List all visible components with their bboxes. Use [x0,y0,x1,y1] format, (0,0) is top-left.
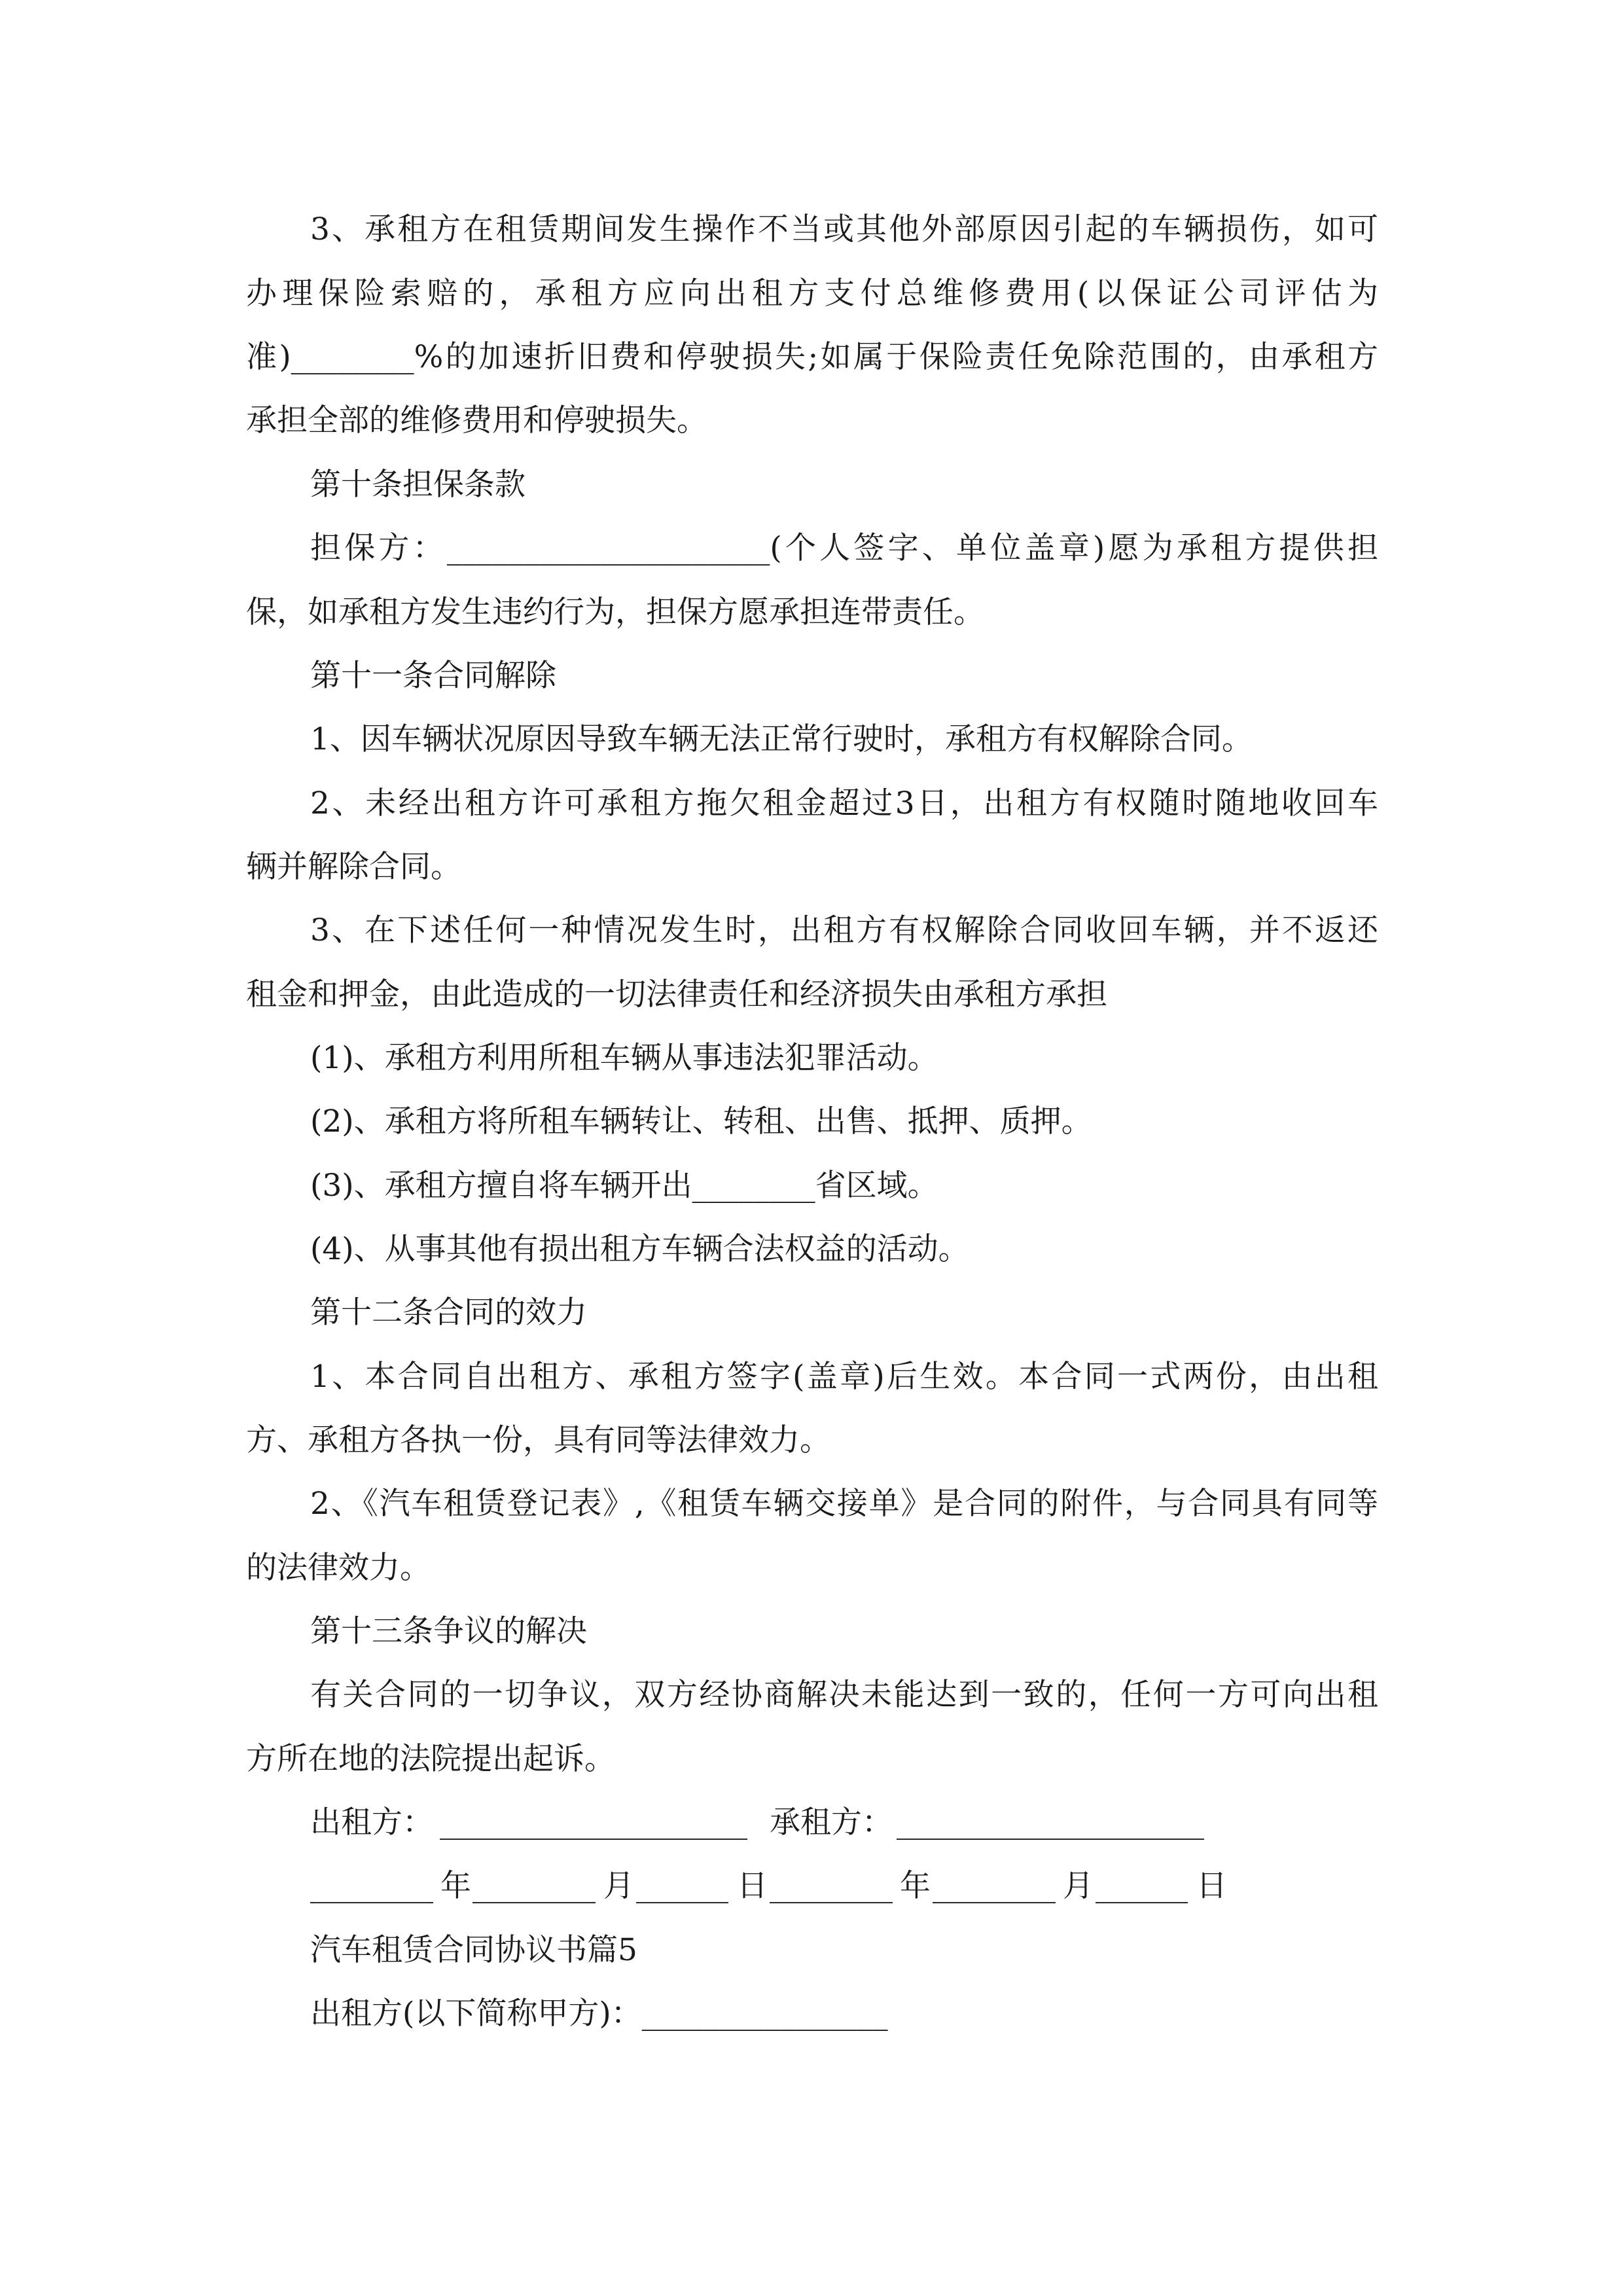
date-blank: ______ [636,1868,728,1904]
signature-row [0,1791,1623,1855]
date-unit: 年 [440,1868,471,1904]
date-unit: 月 [1063,1868,1094,1904]
text-line: 出租方(以下简称甲方)：________________ [310,1996,888,2032]
text-line: 3、承租方在租赁期间发生操作不当或其他外部原因引起的车辆损伤，如可 [310,211,1378,247]
text-line: 3、在下述任何一种情况发生时，出租方有权解除合同收回车辆，并不返还 [310,912,1378,948]
text-line: 的法律效力。 [246,1550,431,1586]
section-title: 汽车租赁合同协议书篇5 [310,1932,637,1968]
text-line: 2、未经出租方许可承租方拖欠租金超过3日，出租方有权随时随地收回车 [310,785,1378,821]
text-line: 1、因车辆状况原因导致车辆无法正常行驶时，承租方有权解除合同。 [310,721,1253,757]
text-line: 承担全部的维修费用和停驶损失。 [246,403,707,439]
text-line: 2、《汽车租赁登记表》,《租赁车辆交接单》是合同的附件，与合同具有同等 [310,1486,1378,1522]
date-blank: ________ [770,1868,893,1904]
date-unit: 日 [737,1868,768,1904]
text-line: 担保方：_____________________(个人签字、单位盖章)愿为承租方提供担 [310,530,1378,566]
article-heading: 第十条担保条款 [310,467,526,503]
text-line: 方所在地的法院提出起诉。 [246,1741,615,1777]
date-unit: 月 [603,1868,634,1904]
lessor-signature-blank: ____________________ [440,1804,747,1840]
text-line: 方、承租方各执一份，具有同等法律效力。 [246,1422,830,1458]
lessee-signature-blank: ____________________ [897,1804,1204,1840]
date-blank: ________ [473,1868,596,1904]
list-item: (1)、承租方利用所租车辆从事违法犯罪活动。 [310,1040,938,1076]
text-line: 辆并解除合同。 [246,849,461,885]
lessee-label: 承租方： [770,1804,893,1840]
date-row [0,1854,1623,1918]
text-line: 租金和押金，由此造成的一切法律责任和经济损失由承租方承担 [246,977,1107,1013]
date-unit: 日 [1196,1868,1227,1904]
text-line: 1、本合同自出租方、承租方签字(盖章)后生效。本合同一式两份，由出租 [310,1359,1378,1395]
date-blank: ________ [933,1868,1056,1904]
text-line: 办理保险索赔的，承租方应向出租方支付总维修费用(以保证公司评估为 [246,276,1378,312]
text-line: 保，如承租方发生违约行为，担保方愿承担连带责任。 [246,594,984,630]
article-heading: 第十一条合同解除 [310,658,556,694]
list-item: (3)、承租方擅自将车辆开出________省区域。 [310,1168,938,1204]
text-line: 准)________%的加速折旧费和停驶损失;如属于保险责任免除范围的，由承租方 [246,339,1378,375]
text-line: 有关合同的一切争议，双方经协商解决未能达到一致的，任何一方可向出租 [310,1677,1378,1713]
lessor-label: 出租方： [310,1804,433,1840]
date-unit: 年 [900,1868,931,1904]
list-item: (2)、承租方将所租车辆转让、转租、出售、抵押、质押。 [310,1103,1092,1139]
date-blank: ________ [310,1868,433,1904]
date-blank: ______ [1096,1868,1188,1904]
article-heading: 第十三条争议的解决 [310,1613,587,1649]
article-heading: 第十二条合同的效力 [310,1295,587,1331]
list-item: (4)、从事其他有损出租方车辆合法权益的活动。 [310,1231,969,1267]
